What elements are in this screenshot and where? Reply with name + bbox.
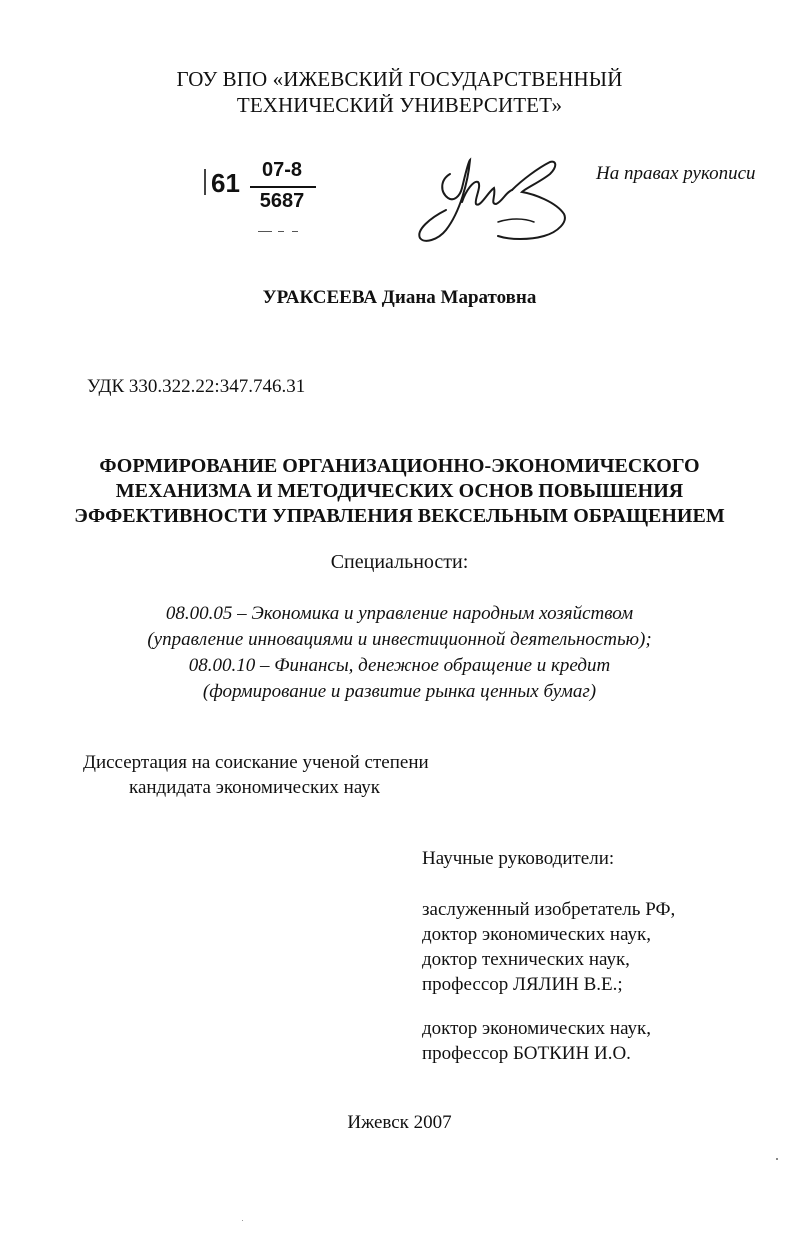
specialties-heading: Специальности: [330,551,469,573]
organization-line-2: ТЕХНИЧЕСКИЙ УНИВЕРСИТЕТ» [236,93,563,117]
stamp-fraction-bar [250,186,316,188]
supervisor-1-line: профессор ЛЯЛИН В.Е.; [422,974,623,995]
scan-speck [776,1158,778,1160]
title-line-2: МЕХАНИЗМА И МЕТОДИЧЕСКИХ ОСНОВ ПОВЫШЕНИЯ [115,480,684,502]
specialty-line-4: (формирование и развитие рынка ценных бумаг) [202,681,597,702]
supervisor-2-line: профессор БОТКИН И.О. [422,1043,631,1064]
stamp-dash [292,231,298,232]
stamp-code: 61 [211,168,240,198]
title-line-1: ФОРМИРОВАНИЕ ОРГАНИЗАЦИОННО-ЭКОНОМИЧЕСКОГО [99,455,700,477]
stamp-dash [278,231,284,232]
udk-code: УДК 330.322.22:347.746.31 [87,376,306,397]
specialty-line-1: 08.00.05 – Экономика и управление народным хозяйством [165,603,634,624]
specialty-line-3: 08.00.10 – Финансы, денежное обращение и кредит [188,655,611,676]
scan-speck [242,1220,243,1221]
supervisor-1-line: доктор экономических наук, [422,924,652,945]
author-name: УРАКСЕЕВА Диана Маратовна [262,287,537,308]
stamp-denominator: 5687 [259,190,305,212]
stamp-dash [258,231,272,232]
manuscript-note: На правах рукописи [596,163,756,184]
title-line-3: ЭФФЕКТИВНОСТИ УПРАВЛЕНИЯ ВЕКСЕЛЬНЫМ ОБРАЩЕНИЕМ [74,505,725,527]
dissertation-line-1: Диссертация на соискание ученой степени [83,752,429,773]
signature-image [410,152,580,252]
city-year: Ижевск 2007 [347,1112,452,1133]
supervisor-2-line: доктор экономических наук, [422,1018,652,1039]
dissertation-line-2: кандидата экономических наук [129,777,381,798]
supervisor-1-line: заслуженный изобретатель РФ, [422,899,676,920]
organization-line-1: ГОУ ВПО «ИЖЕВСКИЙ ГОСУДАРСТВЕННЫЙ [176,67,623,91]
library-stamp [204,159,324,243]
stamp-numerator: 07-8 [261,159,303,181]
supervisor-1-line: доктор технических наук, [422,949,630,970]
supervisors-heading: Научные руководители: [422,848,615,869]
stamp-mark [204,169,206,195]
specialty-line-2: (управление инновациями и инвестиционной деятельностью); [147,629,652,650]
